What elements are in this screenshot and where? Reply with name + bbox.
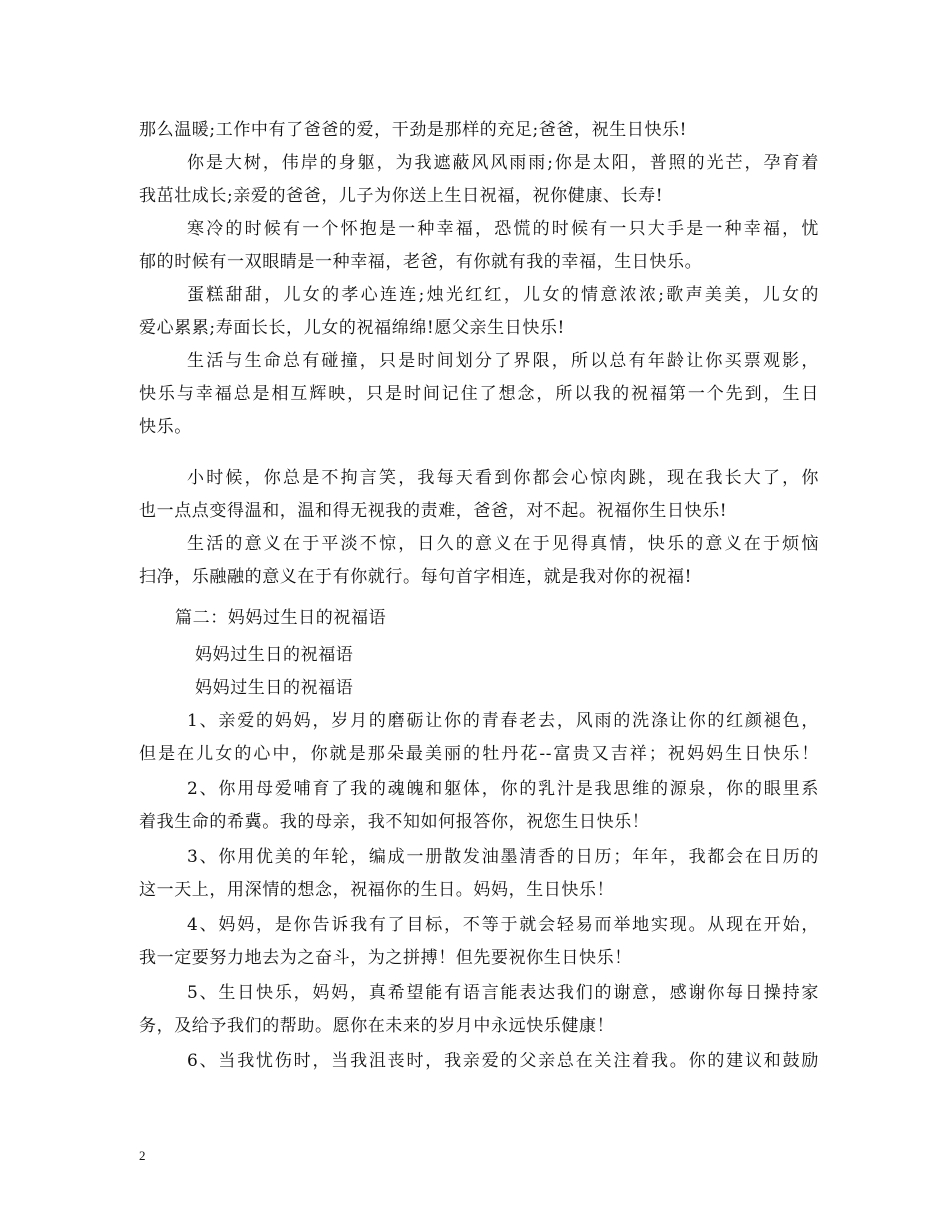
text-line: 快乐。	[139, 417, 192, 437]
text-line: 6、当我忧伤时，当我沮丧时，我亲爱的父亲总在关注着我。你的建议和鼓励	[187, 1051, 819, 1071]
text-line: 着我生命的希冀。我的母亲，我不知如何报答你，祝您生日快乐！	[139, 812, 650, 832]
text-line: 扫净，乐融融的意义在于有你就行。每句首字相连，就是我对你的祝福!	[139, 567, 693, 587]
text-line: 小时候，你总是不拘言笑，我每天看到你都会心惊肉跳，现在我长大了，你	[187, 468, 819, 488]
text-line: 3、你用优美的年轮，编成一册散发油墨清香的日历；年年，我都会在日历的	[187, 847, 819, 867]
text-line: 2、你用母爱哺育了我的魂魄和躯体，你的乳汁是我思维的源泉，你的眼里系	[187, 779, 819, 799]
text-line: 蛋糕甜甜，儿女的孝心连连;烛光红红，儿女的情意浓浓;歌声美美，儿女的	[187, 285, 819, 305]
text-line: 寒冷的时候有一个怀抱是一种幸福，恐慌的时候有一只大手是一种幸福，忧	[187, 219, 819, 239]
text-line: 这一天上，用深情的想念，祝福你的生日。妈妈，生日快乐！	[139, 880, 615, 900]
text-line: 那么温暖;工作中有了爸爸的爱，干劲是那样的充足;爸爸，祝生日快乐!	[139, 120, 688, 140]
text-line: 生活与生命总有碰撞，只是时间划分了界限，所以总有年龄让你买票观影，	[187, 351, 819, 371]
subheading: 妈妈过生日的祝福语	[195, 678, 354, 698]
text-line: 郁的时候有一双眼睛是一种幸福，老爸，有你就有我的幸福，生日快乐。	[139, 252, 703, 272]
text-line: 我茁壮成长;亲爱的爸爸，儿子为你送上生日祝福，祝你健康、长寿!	[139, 186, 664, 206]
text-line: 爱心累累;寿面长长，儿女的祝福绵绵!愿父亲生日快乐!	[139, 318, 565, 338]
text-line: 4、妈妈，是你告诉我有了目标，不等于就会轻易而举地实现。从现在开始，	[187, 915, 819, 935]
text-line: 快乐与幸福总是相互辉映，只是时间记住了想念，所以我的祝福第一个先到，生日	[139, 384, 819, 404]
text-line: 务，及给予我们的帮助。愿你在未来的岁月中永远快乐健康！	[139, 1016, 615, 1036]
page-number: 2	[139, 1148, 146, 1163]
text-line: 也一点点变得温和，温和得无视我的责难，爸爸，对不起。祝福你生日快乐!	[139, 501, 728, 521]
text-line: 但是在儿女的心中，你就是那朵最美丽的牡丹花--富贵又吉祥；祝妈妈生日快乐！	[139, 744, 819, 764]
text-line: 1、亲爱的妈妈，岁月的磨砺让你的青春老去，风雨的洗涤让你的红颜褪色，	[187, 711, 819, 731]
text-line: 5、生日快乐，妈妈，真希望能有语言能表达我们的谢意，感谢你每日操持家	[187, 983, 819, 1003]
section-heading: 篇二：妈妈过生日的祝福语	[175, 608, 387, 628]
text-line: 生活的意义在于平淡不惊，日久的意义在于见得真情，快乐的意义在于烦恼	[187, 534, 819, 554]
text-line: 你是大树，伟岸的身躯，为我遮蔽风风雨雨;你是太阳，普照的光芒，孕育着	[187, 153, 819, 173]
text-line: 我一定要努力地去为之奋斗，为之拼搏！但先要祝你生日快乐！	[139, 948, 632, 968]
subheading: 妈妈过生日的祝福语	[195, 645, 354, 665]
